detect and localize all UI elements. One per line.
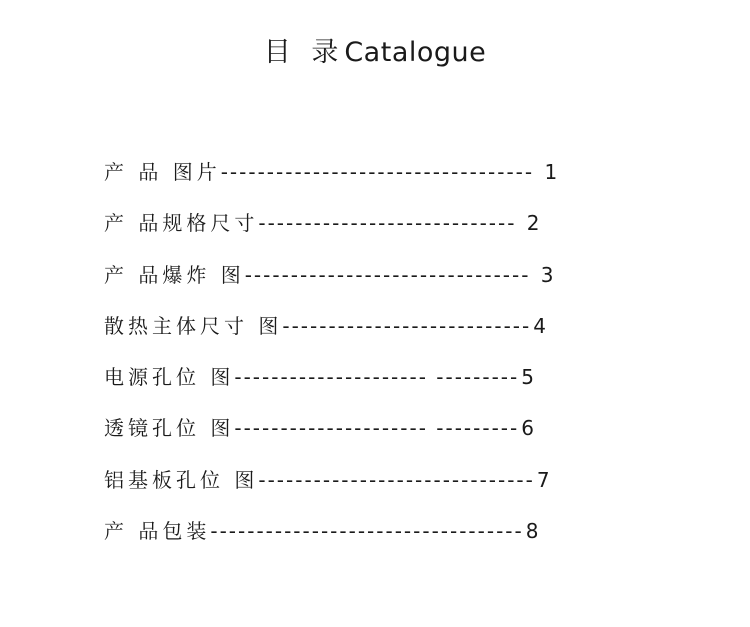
table-of-contents [104, 155, 644, 565]
toc-entry-page: 7 [536, 467, 550, 492]
toc-entry-leader: ------------------------------- [244, 262, 539, 287]
toc-entry-leader: ---------------------------------- [220, 160, 543, 184]
toc-entry-label: 产 品包装 [104, 519, 211, 544]
toc-entry-page: 6 [521, 416, 534, 441]
toc-entry-page: 3 [540, 262, 554, 287]
toc-entry-leader: ---------------------------------- [210, 519, 524, 544]
title-chinese: 目 录 [263, 37, 345, 68]
toc-entry-page: 5 [521, 365, 534, 390]
toc-entry-leader: --------------------------- [282, 313, 532, 338]
toc-entry-label: 铝基板孔位 图 [104, 467, 259, 492]
page-title [0, 30, 750, 69]
toc-entry-page: 2 [526, 211, 540, 236]
toc-entry[interactable] [104, 309, 644, 360]
toc-entry[interactable] [104, 258, 644, 309]
toc-entry-label: 电源孔位 图 [104, 365, 235, 390]
toc-entry[interactable] [104, 411, 644, 462]
toc-entry[interactable] [104, 360, 644, 411]
toc-entry[interactable] [104, 514, 644, 565]
toc-entry-page: 8 [525, 519, 539, 544]
toc-entry-label: 产 品 图片 [104, 160, 221, 184]
toc-entry-leader: ------------------------------ [258, 467, 535, 492]
toc-entry-leader: --------------------- --------- [234, 365, 520, 390]
toc-entry-page: 1 [544, 160, 558, 184]
toc-entry[interactable] [104, 155, 644, 206]
toc-entry-label: 透镜孔位 图 [104, 416, 235, 441]
toc-entry-page: 4 [533, 313, 546, 338]
toc-entry-label: 散热主体尺寸 图 [104, 313, 283, 338]
toc-entry-leader: --------------------- --------- [234, 416, 520, 441]
toc-entry[interactable] [104, 206, 644, 257]
title-english: Catalogue [344, 37, 487, 68]
toc-entry-label: 产 品爆炸 图 [104, 262, 245, 287]
toc-entry-leader: ---------------------------- [258, 211, 525, 236]
toc-entry[interactable] [104, 463, 644, 514]
toc-entry-label: 产 品规格尺寸 [104, 211, 259, 236]
